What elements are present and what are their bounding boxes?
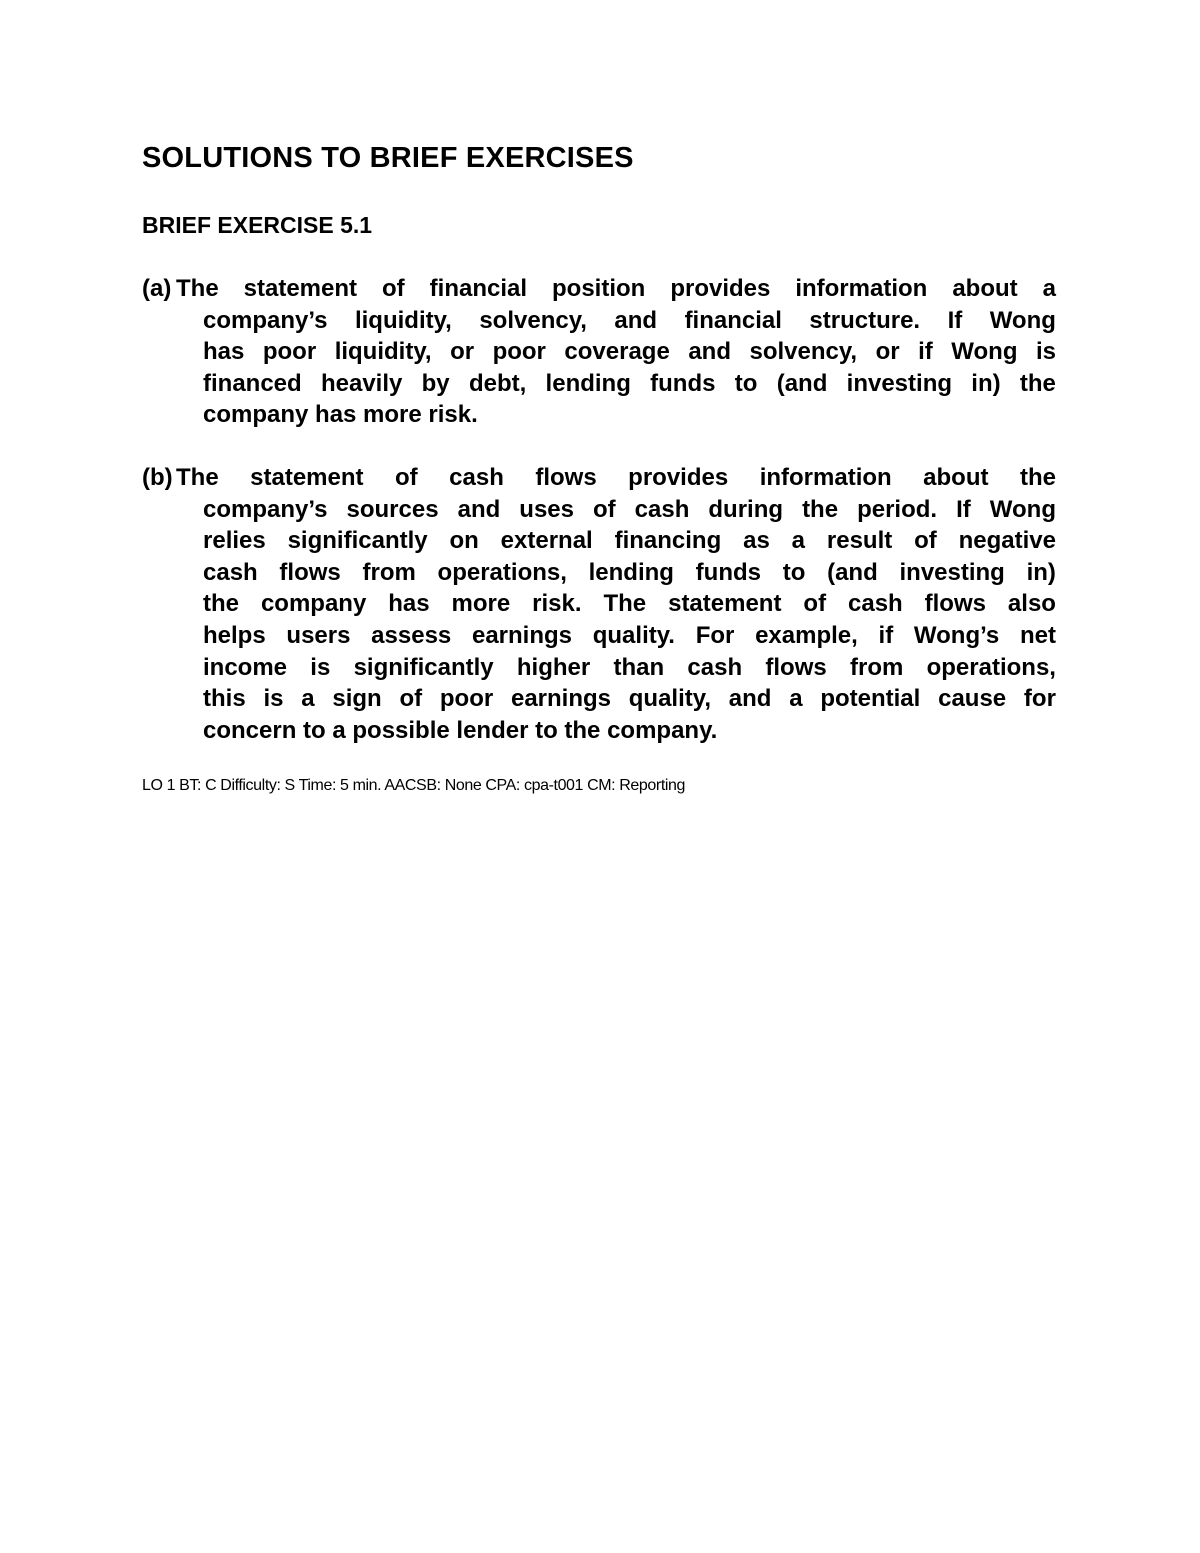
- word: of: [803, 590, 827, 618]
- word: company’s: [203, 306, 328, 334]
- word: uses: [519, 495, 574, 523]
- word: provides: [670, 275, 771, 302]
- word: also: [1007, 590, 1056, 618]
- answer-line: [203, 525, 1056, 557]
- word: and: [457, 495, 501, 523]
- word: from: [362, 558, 416, 586]
- word: users: [286, 621, 351, 649]
- word: of: [382, 275, 405, 302]
- word: as: [743, 527, 770, 555]
- word: relies: [203, 527, 266, 555]
- metadata-line: LO 1 BT: C Difficulty: S Time: 5 min. AACSB: None CPA: cpa-t001 CM: Reporting: [142, 777, 686, 794]
- word: coverage: [564, 338, 670, 366]
- answer-line: [176, 462, 1056, 494]
- word: flows: [535, 464, 597, 491]
- word: investing: [846, 369, 953, 397]
- word: is: [1035, 338, 1056, 366]
- word: provides: [628, 464, 729, 491]
- word: poor: [439, 685, 494, 713]
- word: investing: [899, 558, 1005, 586]
- word: solvency,: [479, 306, 587, 334]
- answer-line: [203, 494, 1056, 526]
- word: heavily: [320, 369, 403, 397]
- word: flows: [924, 590, 986, 618]
- word: liquidity,: [354, 306, 452, 334]
- word: or: [450, 338, 475, 366]
- word: assess: [371, 621, 452, 649]
- word: information: [759, 464, 892, 491]
- page-title: SOLUTIONS TO BRIEF EXERCISES: [142, 142, 634, 174]
- answer-line: concern to a possible lender to the company.: [203, 716, 718, 744]
- word: risk.: [532, 590, 582, 618]
- word: earnings: [510, 685, 611, 713]
- word: statement: [668, 590, 782, 618]
- word: (and: [776, 369, 828, 397]
- word: statement: [250, 464, 364, 491]
- word: is: [310, 653, 331, 681]
- word: if: [878, 621, 894, 649]
- word: lending: [545, 369, 631, 397]
- word: If: [947, 306, 963, 334]
- answer-line: [203, 557, 1056, 589]
- word: The: [176, 275, 219, 302]
- word: from: [850, 653, 904, 681]
- word: liquidity,: [334, 338, 432, 366]
- word: debt,: [468, 369, 527, 397]
- word: company: [260, 590, 367, 618]
- word: cash: [848, 590, 903, 618]
- word: financial: [429, 275, 528, 302]
- word: income: [203, 653, 288, 681]
- answer-line: [203, 652, 1056, 684]
- word: poor: [262, 338, 317, 366]
- word: flows: [279, 558, 341, 586]
- word: in): [971, 369, 1001, 397]
- exercise-heading: BRIEF EXERCISE 5.1: [142, 212, 373, 238]
- word: about: [952, 275, 1018, 302]
- word: about: [923, 464, 989, 491]
- word: higher: [516, 653, 591, 681]
- word: net: [1019, 621, 1056, 649]
- word: a: [791, 527, 806, 555]
- word: to: [782, 558, 806, 586]
- answer-line: [176, 273, 1056, 305]
- word: potential: [820, 685, 921, 713]
- word: more: [451, 590, 511, 618]
- word: Wong: [989, 306, 1056, 334]
- word: financing: [614, 527, 722, 555]
- answer-line: [203, 368, 1056, 400]
- answer-body: [203, 305, 1056, 431]
- word: period.: [857, 495, 938, 523]
- word: external: [500, 527, 593, 555]
- word: company’s: [203, 495, 328, 523]
- word: the: [203, 590, 239, 618]
- word: funds: [650, 369, 716, 397]
- word: information: [795, 275, 928, 302]
- answer-line: [203, 683, 1056, 715]
- answer-body: [203, 494, 1056, 747]
- word: earnings: [471, 621, 573, 649]
- word: financed: [203, 369, 302, 397]
- word: a: [789, 685, 803, 713]
- word: and: [614, 306, 658, 334]
- word: significantly: [353, 653, 494, 681]
- word: has: [388, 590, 430, 618]
- word: Wong: [989, 495, 1056, 523]
- word: has: [203, 338, 245, 366]
- word: the: [1019, 464, 1056, 491]
- word: cash: [203, 558, 258, 586]
- word: funds: [695, 558, 761, 586]
- word: Wong’s: [913, 621, 1000, 649]
- word: of: [593, 495, 616, 523]
- word: operations,: [437, 558, 567, 586]
- answer-line: [203, 336, 1056, 368]
- word: to: [734, 369, 758, 397]
- item-marker: (a): [142, 275, 172, 302]
- word: quality,: [628, 685, 711, 713]
- word: flows: [765, 653, 827, 681]
- word: on: [449, 527, 479, 555]
- word: than: [613, 653, 665, 681]
- word: solvency,: [749, 338, 858, 366]
- word: structure.: [809, 306, 921, 334]
- word: a: [301, 685, 315, 713]
- word: sign: [332, 685, 382, 713]
- word: position: [552, 275, 646, 302]
- word: cash: [634, 495, 690, 523]
- word: The: [603, 590, 647, 618]
- answer-line: [203, 588, 1056, 620]
- word: sources: [346, 495, 439, 523]
- word: the: [1019, 369, 1056, 397]
- word: and: [728, 685, 772, 713]
- word: cause: [938, 685, 1007, 713]
- word: by: [421, 369, 450, 397]
- word: quality.: [592, 621, 675, 649]
- word: of: [399, 685, 423, 713]
- word: a: [1042, 275, 1056, 302]
- word: Wong: [951, 338, 1018, 366]
- word: (and: [827, 558, 878, 586]
- word: for: [1023, 685, 1056, 713]
- word: The: [176, 464, 219, 491]
- item-marker: (b): [142, 464, 173, 491]
- word: cash: [449, 464, 504, 491]
- word: If: [956, 495, 971, 523]
- word: the: [802, 495, 839, 523]
- word: and: [688, 338, 731, 366]
- word: during: [708, 495, 784, 523]
- word: of: [395, 464, 418, 491]
- word: financial: [684, 306, 782, 334]
- word: of: [914, 527, 937, 555]
- word: cash: [687, 653, 743, 681]
- word: helps: [203, 621, 266, 649]
- word: negative: [958, 527, 1056, 555]
- word: result: [826, 527, 893, 555]
- word: statement: [243, 275, 358, 302]
- word: operations,: [926, 653, 1056, 681]
- word: example,: [755, 621, 858, 649]
- word: significantly: [287, 527, 428, 555]
- word: is: [263, 685, 284, 713]
- answer-line: company has more risk.: [203, 401, 478, 429]
- answer-line: [203, 620, 1056, 652]
- word: poor: [492, 338, 546, 366]
- answer-line: [203, 305, 1056, 337]
- word: this: [203, 685, 246, 713]
- word: in): [1026, 558, 1056, 586]
- word: For: [695, 621, 735, 649]
- word: lending: [588, 558, 674, 586]
- word: if: [918, 338, 933, 366]
- word: or: [875, 338, 900, 366]
